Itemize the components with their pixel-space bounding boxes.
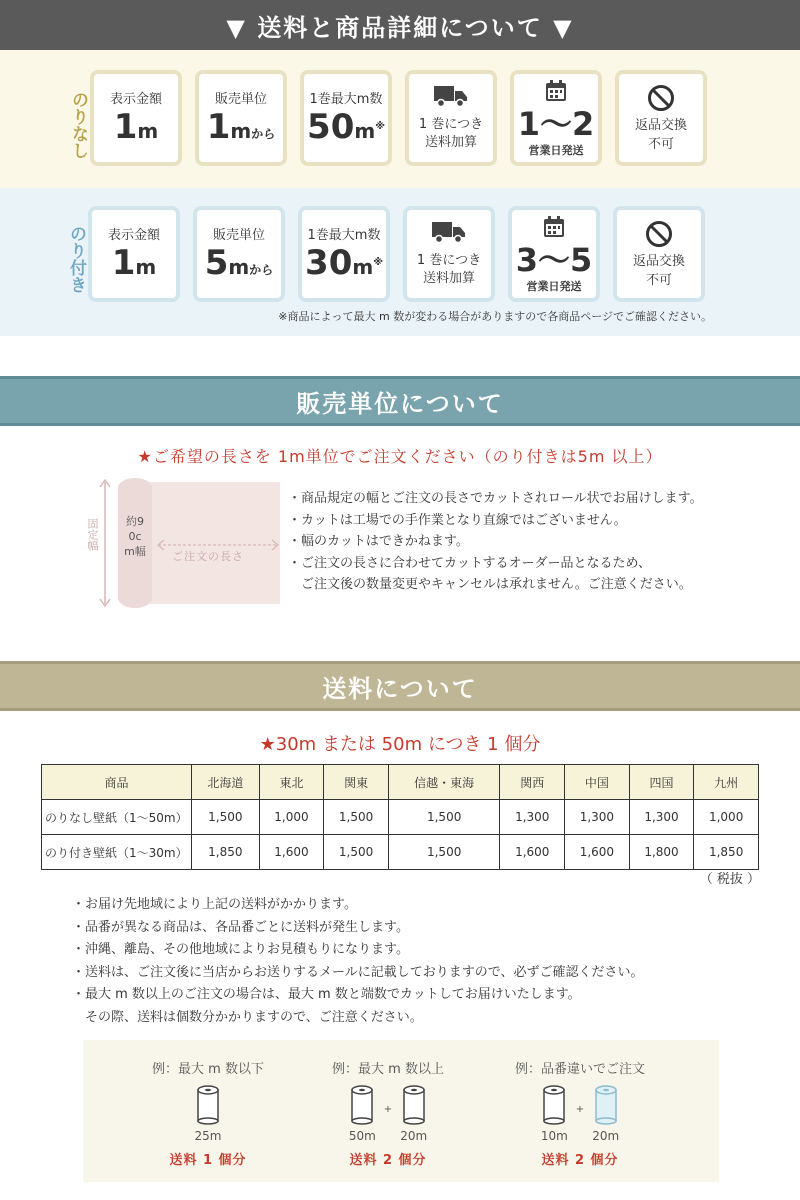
unit-label: 販売単位: [214, 92, 267, 107]
table-header: 中国: [565, 765, 630, 800]
dispatch-card: [508, 206, 600, 302]
roll-length: 25m: [194, 1129, 222, 1143]
unit-card: [193, 206, 285, 302]
example-fee: 送料 2 個分: [541, 1153, 619, 1168]
example-1: [133, 1058, 283, 1168]
roll-icon: [543, 1085, 565, 1125]
roll-icon: [403, 1085, 425, 1125]
note-item: ・幅のカットはできかねます。: [288, 534, 469, 549]
note-item: ・商品規定の幅とご注文の長さでカットされロール状でお届けします。: [288, 491, 703, 506]
shipping-card: [403, 206, 495, 302]
table-cell: 1,300: [565, 800, 630, 835]
unit-value: 5mから: [204, 243, 274, 283]
plus-sign: +: [383, 1104, 393, 1115]
roll-length: 20m: [400, 1129, 428, 1143]
prohibited-icon: [647, 84, 675, 112]
roll-icon: [197, 1085, 219, 1125]
example-3: [495, 1058, 665, 1168]
max-length-card: [298, 206, 390, 302]
table-cell: 1,850: [192, 835, 260, 870]
days-value: 3～5: [515, 241, 593, 279]
table-cell: 1,500: [324, 835, 389, 870]
table-cell: 1,500: [388, 835, 500, 870]
example-fee: 送料 1 個分: [169, 1153, 247, 1168]
note-item: ご注文後の数量変更やキャンセルは承れません。ご注意ください。: [288, 577, 692, 592]
table-cell: 1,000: [694, 800, 759, 835]
price-value: 1m: [113, 107, 159, 147]
ship-line2: 送料加算: [422, 271, 475, 286]
shipping-card: [405, 70, 497, 166]
tax-note: （ 税抜 ）: [699, 872, 760, 887]
example-fee: 送料 2 個分: [349, 1153, 427, 1168]
roll-icon-blue: [595, 1085, 617, 1125]
return-line1: 返品交換: [632, 254, 685, 269]
table-header: 商品: [42, 765, 192, 800]
price-label: 表示金額: [109, 92, 162, 107]
roll-length: 10m: [540, 1129, 568, 1143]
sales-unit-banner: [0, 376, 800, 426]
table-cell: 1,500: [192, 800, 260, 835]
roll-icon: [351, 1085, 373, 1125]
table-row: [42, 835, 759, 870]
table-cell: 1,600: [565, 835, 630, 870]
return-line2: 不可: [645, 273, 672, 288]
table-header: 信越・東海: [388, 765, 500, 800]
width-arrow-icon: [98, 478, 112, 608]
table-cell: 1,600: [500, 835, 565, 870]
example-2: [313, 1058, 463, 1168]
prohibited-icon: [645, 220, 673, 248]
ship-line1: 1 巻につき: [418, 117, 484, 132]
table-header: 関東: [324, 765, 389, 800]
sales-unit-title: 販売単位について: [296, 389, 504, 418]
nori-nashi-label: のりなし: [68, 91, 88, 159]
shipping-highlight: ★30m または 50m につき 1 個分: [259, 734, 541, 755]
max-value: 50m※: [307, 107, 385, 147]
ship-line1: 1 巻につき: [416, 253, 482, 268]
plus-sign: +: [575, 1104, 585, 1115]
dispatch-card: [510, 70, 602, 166]
note-item: ・お届け先地域により上記の送料がかかります。: [72, 897, 357, 912]
max-length-card: [300, 70, 392, 166]
table-header: 九州: [694, 765, 759, 800]
table-cell: のり付き壁紙（1～30m）: [42, 835, 192, 870]
unit-card: [195, 70, 287, 166]
table-header-row: [42, 765, 759, 800]
table-cell: 1,500: [388, 800, 500, 835]
truck-icon: [434, 84, 468, 108]
order-length-label: ご注文の長さ: [168, 548, 248, 564]
table-header: 東北: [259, 765, 324, 800]
roll-width-label: 約90cm幅: [124, 515, 146, 558]
max-label: 1巻最大m数: [309, 92, 383, 107]
table-cell: 1,300: [629, 800, 694, 835]
table-cell: 1,850: [694, 835, 759, 870]
return-card: [615, 70, 707, 166]
max-length-footnote: ※商品によって最大 m 数が変わる場合がありますので各商品ページでご確認ください。: [278, 310, 712, 323]
example-title: 例：最大 m 数以上: [332, 1062, 444, 1077]
truck-icon: [432, 220, 466, 244]
price-card: [90, 70, 182, 166]
table-row: [42, 800, 759, 835]
return-card: [613, 206, 705, 302]
shipping-table: [41, 764, 759, 870]
shipping-title: 送料について: [322, 674, 478, 703]
table-cell: 1,800: [629, 835, 694, 870]
days-label: 営業日発送: [526, 280, 582, 293]
table-cell: 1,500: [324, 800, 389, 835]
roll-length: 50m: [348, 1129, 376, 1143]
table-cell: 1,600: [259, 835, 324, 870]
sales-unit-notes: [288, 488, 788, 596]
return-line2: 不可: [647, 137, 674, 152]
table-cell: 1,000: [259, 800, 324, 835]
table-cell: のりなし壁紙（1～50m）: [42, 800, 192, 835]
unit-label: 販売単位: [212, 228, 265, 243]
table-header: 北海道: [192, 765, 260, 800]
roll-length: 20m: [592, 1129, 620, 1143]
nori-tsuki-label: のり付き: [66, 225, 86, 293]
table-cell: 1,300: [500, 800, 565, 835]
max-value: 30m※: [305, 243, 383, 283]
unit-value: 1mから: [206, 107, 276, 147]
price-label: 表示金額: [107, 228, 160, 243]
ship-line2: 送料加算: [424, 135, 477, 150]
calendar-icon: [545, 80, 567, 102]
note-item: ・最大 m 数以上のご注文の場合は、最大 m 数と端数でカットしてお届けいたします。: [72, 987, 581, 1002]
example-title: 例：最大 m 数以下: [152, 1062, 264, 1077]
note-item: ・ご注文の長さに合わせてカットするオーダー品となるため、: [288, 555, 651, 571]
max-label: 1巻最大m数: [307, 228, 381, 243]
note-item: ・カットは工場での手作業となり直線ではございません。: [288, 512, 627, 528]
sales-unit-highlight: ★ご希望の長さを 1m単位でご注文ください（のり付きは5m 以上）: [137, 447, 663, 466]
side-label: 固定幅: [86, 518, 99, 551]
price-value: 1m: [111, 243, 157, 283]
days-label: 営業日発送: [528, 144, 584, 157]
days-value: 1～2: [517, 105, 595, 143]
shipping-banner: [0, 661, 800, 711]
price-card: [88, 206, 180, 302]
calendar-icon: [543, 216, 565, 238]
return-line1: 返品交換: [634, 118, 687, 133]
table-header: 関西: [500, 765, 565, 800]
example-title: 例：品番違いでご注文: [514, 1062, 645, 1077]
roll-diagram: [80, 478, 280, 608]
page-header: ▼ 送料と商品詳細について ▼: [0, 0, 800, 50]
shipping-notes: [72, 894, 772, 1029]
note-item: ・沖縄、離島、その他地域によりお見積もりになります。: [72, 942, 409, 957]
note-item: ・品番が異なる商品は、各品番ごとに送料が発生します。: [72, 919, 409, 935]
note-item: ・送料は、ご注文後に当店からお送りするメールに記載しておりますので、必ずご確認ください。: [72, 964, 644, 980]
note-item: その際、送料は個数分かかりますので、ご注意ください。: [72, 1009, 423, 1025]
table-header: 四国: [629, 765, 694, 800]
